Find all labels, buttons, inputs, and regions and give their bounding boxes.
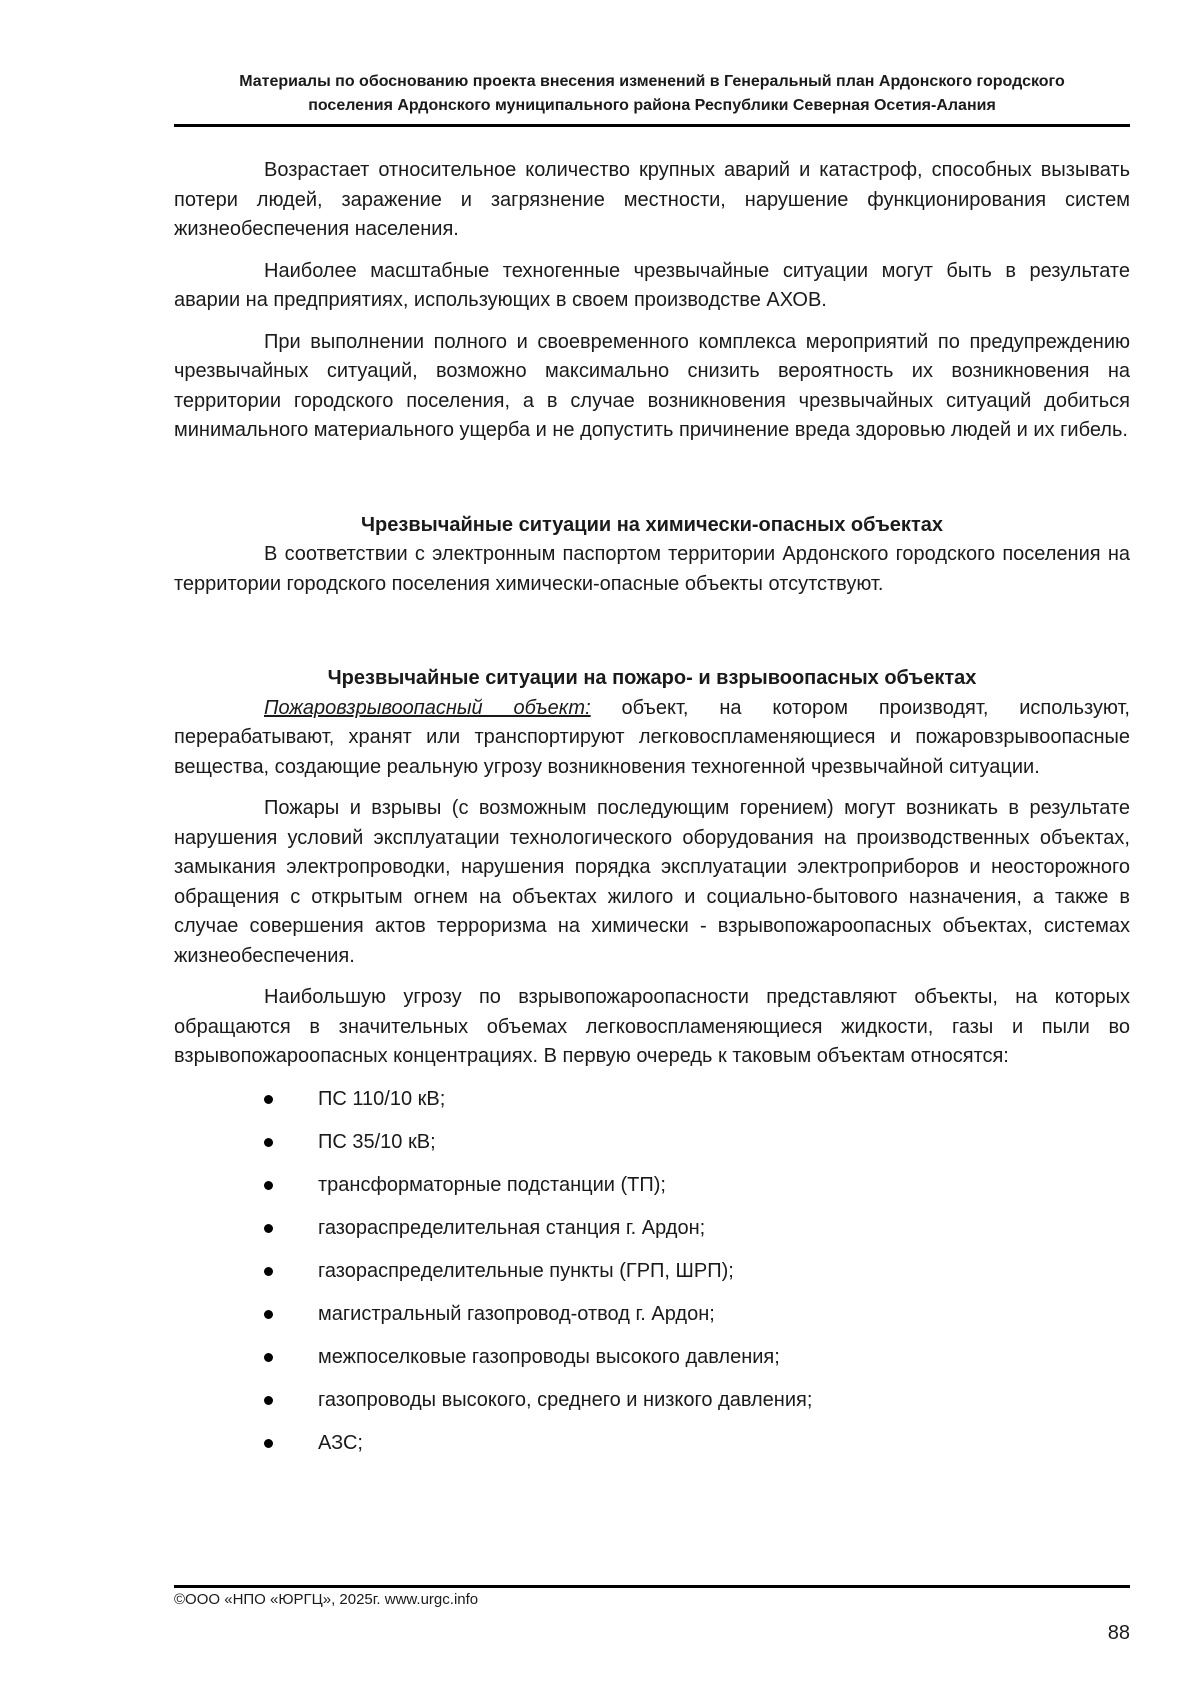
list-item-text: магистральный газопровод-отвод г. Ардон; [318,1302,715,1325]
list-item [174,1428,1130,1471]
bullet-icon [264,1138,273,1147]
list-item [174,1213,1130,1256]
list-item [174,1084,1130,1127]
list-item-text: газораспределительная станция г. Ардон; [318,1216,706,1239]
section-spacer [174,458,1130,511]
bullet-icon [264,1267,273,1276]
document-page [174,0,1130,1697]
running-header [174,70,1130,118]
bullet-icon [264,1396,273,1405]
list-item [174,1127,1130,1170]
bullet-icon [264,1224,273,1233]
document-body [174,156,1130,1471]
bullet-icon [264,1181,273,1190]
list-item-text: газораспределительные пункты (ГРП, ШРП); [318,1259,734,1282]
page-number: 88 [1107,1622,1130,1644]
term-definition: объект, на котором производят, используют, перерабатывают, хранят или транспортируют легковоспламеняющиеся и пожаровзрывоопасные вещества, создающие реальную угрозу возникновения техногенной чрезвычайной ситуации. [174,696,1130,778]
header-divider [174,124,1130,127]
list-item-text: трансформаторные подстанции (ТП); [318,1173,666,1196]
intro-paragraph-1: Возрастает относительное количество крупных аварий и катастроф, способных вызывать потери людей, заражение и загрязнение местности, нарушение функционирования систем жизнеобеспечения населения. [174,159,1130,240]
fire-definition-paragraph [174,694,1130,783]
list-item [174,1342,1130,1385]
list-item [174,1299,1130,1342]
list-item-text: АЗС; [318,1431,363,1454]
intro-paragraph-2: Наиболее масштабные техногенные чрезвычайные ситуации могут быть в результате аварии на предприятиях, использующих в своем производстве АХОВ. [174,259,1130,311]
chemical-paragraph-1: В соответствии с электронным паспортом территории Ардонского городского поселения на территории городского поселения химически-опасные объекты отсутствуют. [174,543,1130,595]
section-spacer [174,611,1130,664]
fire-paragraph-3: Наибольшую угрозу по взрывопожароопасности представляют объекты, на которых обращаются в значительных объемах легковоспламеняющиеся жидкости, газы и пыли во взрывопожароопасных концентрациях. В первую очередь к таковым объектам относятся: [174,986,1130,1067]
fire-section-title: Чрезвычайные ситуации на пожаро- и взрывоопасных объектах [327,667,977,689]
chemical-section-title: Чрезвычайные ситуации на химически-опасных объектах [361,513,943,536]
term-fire-explosive-object: Пожаровзрывоопасный объект: [264,696,591,719]
list-item-text: межпоселковые газопроводы высокого давления; [318,1345,780,1368]
footer-copyright: ©ООО «НПО «ЮРГЦ», 2025г. www.urgc.info [174,1591,479,1608]
fire-paragraph-2: Пожары и взрывы (с возможным последующим горением) могут возникать в результате нарушения условий эксплуатации технологического оборудования на производственных объектах, замыкания электропроводки, нарушения порядка эксплуатации электроприборов и неосторожного обращения с открытым огнем на объектах жилого и социально-бытового назначения, а также в случае совершения актов терроризма на химически - взрывопожароопасных объектах, системах жизнеобеспечения. [174,797,1130,967]
bullet-icon [264,1095,273,1104]
list-item-text: ПС 35/10 кВ; [318,1130,436,1153]
list-item [174,1385,1130,1428]
list-item [174,1256,1130,1299]
bullet-icon [264,1353,273,1362]
list-item [174,1170,1130,1213]
hazard-object-list [174,1084,1130,1471]
list-item-text: ПС 110/10 кВ; [318,1087,446,1110]
header-line-2: поселения Ардонского муниципального района Республики Северная Осетия-Алания [308,97,996,114]
intro-paragraph-3: При выполнении полного и своевременного комплекса мероприятий по предупреждению чрезвычайных ситуаций, возможно максимально снизить вероятность их возникновения на территории городского поселения, а в случае возникновения чрезвычайных ситуаций добиться минимального материального ущерба и не допустить причинение вреда здоровью людей и их гибель. [174,330,1130,441]
bullet-icon [264,1310,273,1319]
header-line-1: Материалы по обоснованию проекта внесения изменений в Генеральный план Ардонского городского [239,73,1065,90]
bullet-icon [264,1439,273,1448]
footer-divider [174,1585,1130,1588]
list-item-text: газопроводы высокого, среднего и низкого давления; [318,1388,813,1411]
